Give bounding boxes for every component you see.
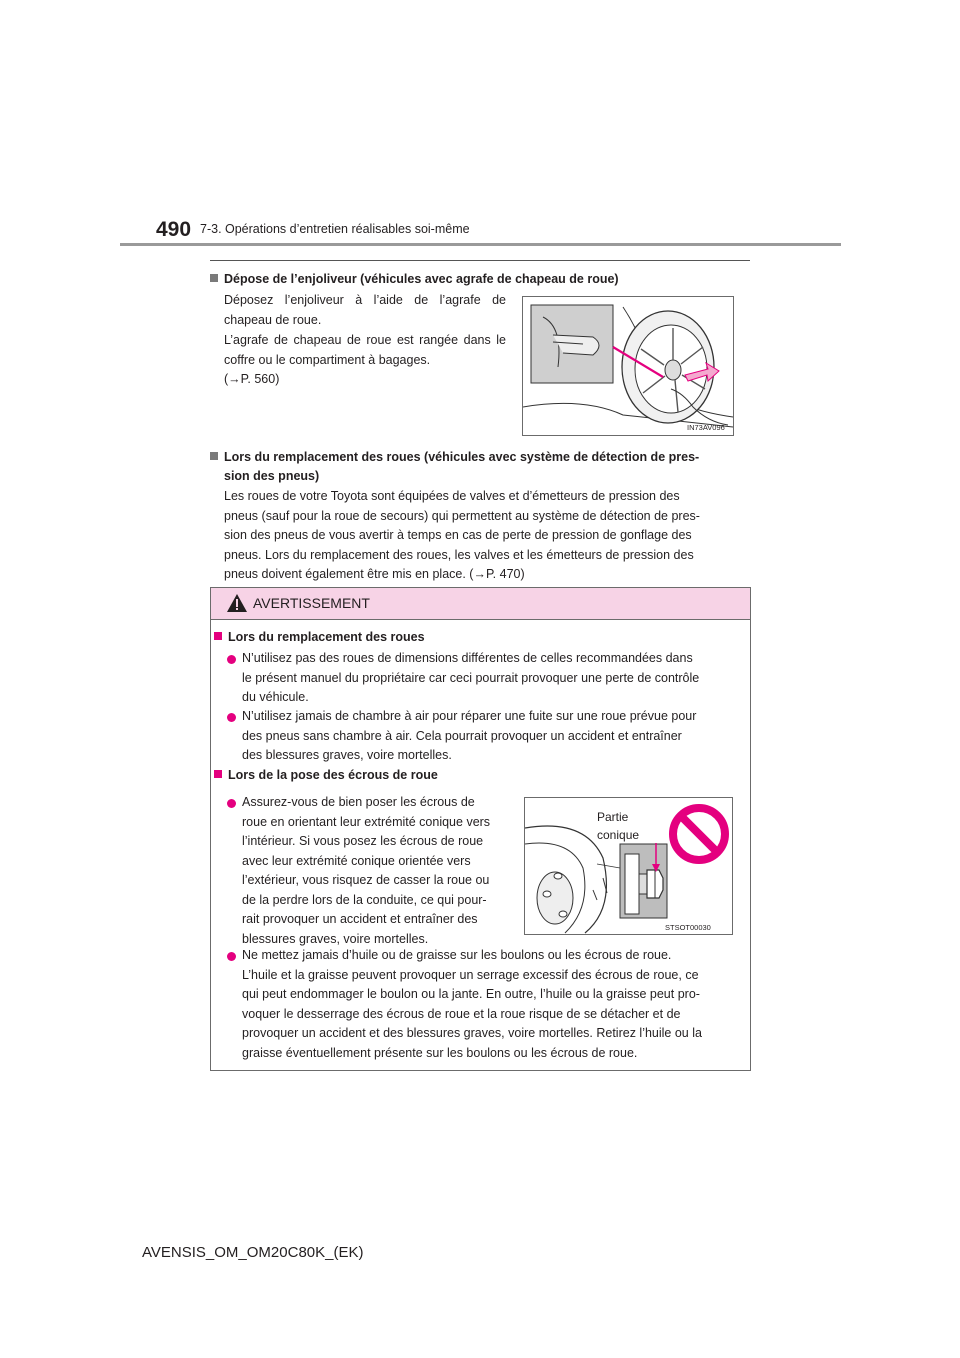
warning-line: graisse éventuellement présente sur les boulons ou les écrous de roue. <box>242 1045 638 1060</box>
tapered-label-line: conique <box>597 828 640 842</box>
tpms-line: pneus. Lors du remplacement des roues, les valves et les émetteurs de pression des <box>224 547 694 562</box>
warning-line: rait provoquer un accident et entraîner des <box>242 912 478 926</box>
document-code: AVENSIS_OM_OM20C80K_(EK) <box>142 1244 364 1261</box>
warning-line: qui peut endommager le boulon ou la jante. En outre, l’huile ou la graisse peut pro- <box>242 987 700 1001</box>
warning-line: l’intérieur. Si vous posez les écrous de roue <box>242 834 484 848</box>
warning-line: de la perdre lors de la conduite, ce qui pour- <box>242 892 487 907</box>
tpms-paragraph <box>224 487 744 585</box>
tpms-line: sion des pneus de vous avertir à temps en cas de perte de pression de gonflage des <box>224 528 692 542</box>
warning-line: Assurez-vous de bien poser les écrous de <box>242 795 475 809</box>
bullet-icon <box>227 655 236 664</box>
warning-bullet-tapered <box>242 793 516 949</box>
warning-sub-heading-text: Lors du remplacement des roues <box>228 630 425 644</box>
wheel-nut-illustration <box>524 797 733 935</box>
section-heading-text: Dépose de l’enjoliveur (véhicules avec agrafe de chapeau de roue) <box>224 272 619 286</box>
warning-line: le présent manuel du propriétaire car ceci pourrait provoquer une perte de contrôle <box>242 670 700 685</box>
hubcap-storage-note: L’agrafe de chapeau de roue est rangée dans le coffre ou le compartiment à bagages. <box>224 333 506 367</box>
content-top-rule <box>210 260 750 261</box>
warning-sub-heading-text: Lors de la pose des écrous de roue <box>228 768 438 782</box>
warning-line: provoquer un accident et des blessures graves, voire mortelles. Retirez l’huile ou la <box>242 1026 702 1040</box>
square-bullet-icon <box>214 632 222 640</box>
bullet-icon <box>227 952 236 961</box>
warning-line: voquer le desserrage des écrous de roue et la roue risque de se détacher et de <box>242 1006 681 1021</box>
square-bullet-icon <box>210 274 218 282</box>
section-title: 7-3. Opérations d’entretien réalisables soi-même <box>200 222 470 236</box>
warning-line: l’extérieur, vous risquez de casser la roue ou <box>242 873 490 887</box>
warning-title: AVERTISSEMENT <box>253 595 370 611</box>
section-heading-text-cont: sion des pneus) <box>224 469 320 483</box>
hubcap-removal-illustration <box>522 296 734 436</box>
warning-line: des blessures graves, voire mortelles. <box>242 748 452 762</box>
square-bullet-icon <box>210 452 218 460</box>
section-heading-text: Lors du remplacement des roues (véhicules avec système de détection de pres- <box>224 450 700 464</box>
warning-line: blessures graves, voire mortelles. <box>242 931 429 946</box>
tpms-line: Les roues de votre Toyota sont équipées de valves et d’émetteurs de pression des <box>224 489 680 503</box>
header-rule <box>120 243 841 246</box>
warning-line: N’utilisez pas des roues de dimensions différentes de celles recommandées dans <box>242 651 693 665</box>
warning-line: avec leur extrémité conique orientée vers <box>242 853 471 868</box>
warning-bullet-oil <box>242 946 743 1063</box>
tpms-line: pneus doivent également être mis en place. (→P. 470) <box>224 567 525 581</box>
tpms-line: pneus (sauf pour la roue de secours) qui permettent au système de détection de pres- <box>224 508 700 523</box>
figure-code-hubcap: IN73AV096 <box>687 423 725 432</box>
tapered-part-label <box>597 808 639 844</box>
hubcap-page-ref: (→P. 560) <box>224 372 280 386</box>
warning-line: roue en orientant leur extrémité conique vers <box>242 814 491 829</box>
warning-line: N’utilisez jamais de chambre à air pour réparer une fuite sur une roue prévue pour <box>242 709 697 723</box>
warning-triangle-icon <box>226 593 248 613</box>
hubcap-removal-drawing <box>523 297 733 435</box>
square-bullet-icon <box>214 770 222 778</box>
warning-line: des pneus sans chambre à air. Cela pourrait provoquer un accident et entraîner <box>242 728 682 743</box>
tapered-label-line: Partie <box>597 810 629 824</box>
warning-line: Ne mettez jamais d’huile ou de graisse sur les boulons ou les écrous de roue. <box>242 948 672 962</box>
warning-sub-heading-nuts <box>214 766 438 785</box>
section-heading-tpms <box>210 448 750 486</box>
bullet-icon <box>227 799 236 808</box>
bullet-icon <box>227 713 236 722</box>
warning-bullet-sizes <box>242 649 743 708</box>
figure-code-nut: STSOT00030 <box>665 923 711 932</box>
warning-sub-heading-wheel-replace <box>214 628 425 647</box>
section-heading-hubcap <box>210 270 750 289</box>
page-number: 490 <box>156 218 192 241</box>
warning-line: L’huile et la graisse peuvent provoquer un serrage excessif des écrous de roue, ce <box>242 967 699 982</box>
warning-line: du véhicule. <box>242 690 309 704</box>
warning-bullet-innertube <box>242 707 743 766</box>
hubcap-instruction: Déposez l’enjoliveur à l’aide de l’agrafe de chapeau de roue. <box>224 293 506 327</box>
